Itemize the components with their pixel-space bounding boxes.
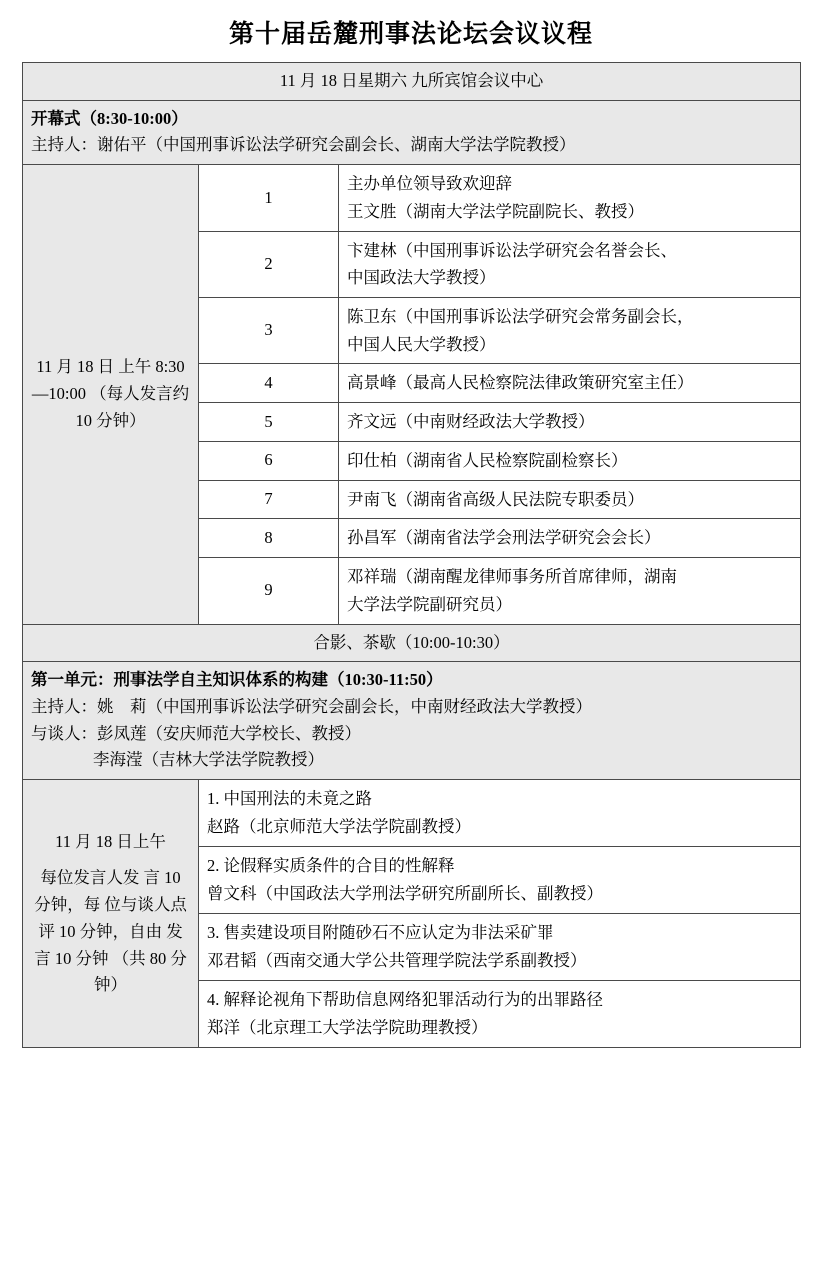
unit-one-time-line-1: 11 月 18 日上午 <box>55 831 166 851</box>
table-row-opening-head <box>23 100 801 164</box>
opening-item-line: 高景峰（最高人民检察院法律政策研究室主任） <box>347 373 694 393</box>
table-row-break <box>23 624 801 662</box>
opening-item-number: 6 <box>199 441 339 480</box>
opening-item-content <box>339 403 801 442</box>
break-row-text: 合影、茶歇（10:00-10:30） <box>23 624 801 662</box>
table-row-unit-one-head <box>23 662 801 780</box>
opening-item-number: 8 <box>199 519 339 558</box>
unit-one-time-line-7: （共 80 分钟） <box>94 948 187 995</box>
opening-item-line: 卞建林（中国刑事诉讼法学研究会名誉会长、 <box>347 240 677 260</box>
opening-item-content <box>339 480 801 519</box>
unit-one-discussant-1: 与谈人：彭凤莲（安庆师范大学校长、教授） <box>31 723 361 743</box>
opening-item-content <box>339 558 801 624</box>
opening-item-line: 尹南飞（湖南省高级人民法院专职委员） <box>347 489 644 509</box>
opening-item-content <box>339 519 801 558</box>
unit-one-item-speaker: 赵路（北京师范大学法学院副教授） <box>207 817 471 837</box>
opening-item-content <box>339 165 801 231</box>
unit-one-item-speaker: 曾文科（中国政法大学刑法学研究所副所长、副教授） <box>207 884 603 904</box>
unit-one-item-speaker: 邓君韬（西南交通大学公共管理学院法学系副教授） <box>207 951 587 971</box>
opening-item-content <box>339 441 801 480</box>
unit-one-item-topic: 2. 论假释实质条件的合目的性解释 <box>207 856 455 876</box>
opening-item-number: 1 <box>199 165 339 231</box>
opening-item-line: 邓祥瑞（湖南醒龙律师事务所首席律师，湖南 <box>347 567 677 587</box>
table-row-header-date <box>23 63 801 101</box>
table-row <box>23 780 801 847</box>
opening-item-line: 中国人民大学教授） <box>347 334 496 354</box>
unit-one-time-line-6: 发言 10 分钟 <box>34 921 183 968</box>
unit-one-item-topic: 1. 中国刑法的未竟之路 <box>207 789 372 809</box>
opening-item-line: 主办单位领导致欢迎辞 <box>347 174 512 194</box>
unit-one-time-line-4: 位与谈人点评 <box>38 895 187 941</box>
header-datetime-cell <box>23 63 801 101</box>
opening-item-number: 7 <box>199 480 339 519</box>
opening-item-line: 孙昌军（湖南省法学会刑法学研究会会长） <box>347 528 661 548</box>
opening-item-line: 陈卫东（中国刑事诉讼法学研究会常务副会长， <box>347 307 694 327</box>
opening-session-title: 开幕式（8:30-10:00） <box>31 108 188 128</box>
unit-one-item <box>199 914 801 981</box>
opening-item-line: 齐文远（中南财经政法大学教授） <box>347 412 595 432</box>
opening-item-line: 王文胜（湖南大学法学院副院长、教授） <box>347 201 644 221</box>
opening-item-line: 印仕柏（湖南省人民检察院副检察长） <box>347 450 628 470</box>
opening-time-line-2: 上午 <box>118 357 152 377</box>
opening-item-number: 5 <box>199 403 339 442</box>
unit-one-time-line-2: 每位发言人发 <box>40 868 140 888</box>
opening-time-line-5: 10 分钟） <box>75 410 146 430</box>
opening-item-number: 9 <box>199 558 339 624</box>
opening-session-host: 主持人：谢佑平（中国刑事诉讼法学研究会副会长、湖南大学法学院教授） <box>31 135 576 155</box>
unit-one-item-topic: 4. 解释论视角下帮助信息网络犯罪活动行为的出罪路径 <box>207 990 603 1010</box>
unit-one-item <box>199 981 801 1048</box>
opening-time-line-3: 8:30—10:00 <box>31 357 185 403</box>
opening-time-line-1: 11 月 18 日 <box>36 357 115 377</box>
opening-time-line-4: （每人发言约 <box>90 383 190 403</box>
unit-one-time-line-3: 言 10 分钟，每 <box>34 868 181 915</box>
table-row <box>23 165 801 231</box>
unit-one-item-topic: 3. 售卖建设项目附随砂石不应认定为非法采矿罪 <box>207 923 554 943</box>
header-date-line: 11 月 18 日星期六 <box>279 71 408 90</box>
unit-one-time-cell <box>23 780 199 1048</box>
unit-one-header <box>23 662 801 780</box>
unit-one-discussant-2: 李海滢（吉林大学法学院教授） <box>93 750 324 770</box>
opening-session-header <box>23 100 801 164</box>
unit-one-host: 主持人：姚 莉（中国刑事诉讼法学研究会副会长，中南财经政法大学教授） <box>31 696 592 716</box>
agenda-table <box>22 62 801 1048</box>
opening-item-line: 大学法学院副研究员） <box>347 594 512 614</box>
opening-item-line: 中国政法大学教授） <box>347 268 496 288</box>
opening-item-content <box>339 231 801 297</box>
header-venue-line: 九所宾馆会议中心 <box>411 71 544 90</box>
unit-one-title: 第一单元：刑事法学自主知识体系的构建（10:30-11:50） <box>31 670 443 690</box>
opening-item-content <box>339 364 801 403</box>
opening-item-number: 3 <box>199 298 339 364</box>
unit-one-item-speaker: 郑洋（北京理工大学法学院助理教授） <box>207 1018 488 1038</box>
opening-item-content <box>339 298 801 364</box>
unit-one-item <box>199 847 801 914</box>
unit-one-item <box>199 780 801 847</box>
opening-time-cell <box>23 165 199 624</box>
page-title: 第十届岳麓刑事法论坛会议议程 <box>228 21 593 48</box>
unit-one-time-line-5: 10 分钟，自由 <box>58 921 163 941</box>
opening-item-number: 4 <box>199 364 339 403</box>
opening-item-number: 2 <box>199 231 339 297</box>
